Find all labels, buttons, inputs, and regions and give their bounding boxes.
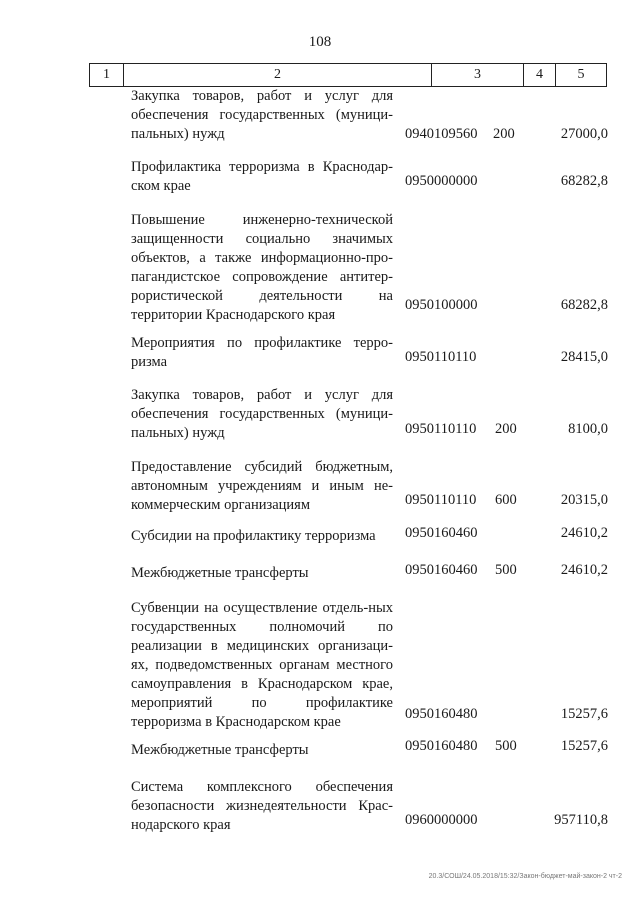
row-kvr: 500 <box>495 738 517 754</box>
row-sum: 957110,8 <box>554 812 608 828</box>
row-sum: 24610,2 <box>560 525 608 541</box>
header-col-4: 4 <box>523 64 555 86</box>
row-code: 0950110110 <box>405 421 477 437</box>
row-code: 0950100000 <box>405 297 478 313</box>
document-footer-stamp: 20.3/СОШ/24.05.2018/15:32/Закон-бюджет-май-закон-2 чт-2 <box>428 873 622 880</box>
row-sum: 24610,2 <box>560 562 608 578</box>
row-code: 0950110110 <box>405 349 477 365</box>
row-code: 0950160480 <box>405 738 478 754</box>
page-number: 108 <box>308 34 332 50</box>
row-sum: 27000,0 <box>560 126 608 142</box>
row-code: 0950000000 <box>405 173 478 189</box>
table-header <box>89 63 607 87</box>
row-description: Профилактика терроризма в Краснодар-ском крае <box>131 159 393 194</box>
row-sum: 68282,8 <box>560 173 608 189</box>
row-sum: 8100,0 <box>568 421 608 437</box>
row-sum: 68282,8 <box>560 297 608 313</box>
row-description: Межбюджетные трансферты <box>131 565 309 581</box>
row-sum: 28415,0 <box>560 349 608 365</box>
header-col-3: 3 <box>431 64 523 86</box>
row-description: Межбюджетные трансферты <box>131 742 309 758</box>
row-kvr: 200 <box>495 421 517 437</box>
row-kvr: 500 <box>495 562 517 578</box>
row-sum: 15257,6 <box>560 738 608 754</box>
header-col-5: 5 <box>555 64 606 86</box>
row-code: 0950160460 <box>405 562 478 578</box>
row-description: Повышение инженерно-технической защищенности социально значимых объектов, а также информационно-про-пагандистское сопровождение антитер-рористической деятельности на территории Краснодарского края <box>131 212 393 323</box>
row-code: 0950110110 <box>405 492 477 508</box>
row-description: Субсидии на профилактику терроризма <box>131 528 376 544</box>
row-sum: 15257,6 <box>560 706 608 722</box>
row-code: 0940109560 <box>405 126 478 142</box>
row-description: Субвенции на осуществление отдель-ных государственных полномочий по реализации в медицинских организаци-ях, подведомственных органам местного самоуправления в Краснодарском крае, мероприятий по профилактике терроризма в Краснодарском крае <box>131 600 393 730</box>
row-kvr: 600 <box>495 492 517 508</box>
row-code: 0960000000 <box>405 812 478 828</box>
row-description: Закупка товаров, работ и услуг для обеспечения государственных (муници-пальных) нужд <box>131 387 393 441</box>
row-code: 0950160480 <box>405 706 478 722</box>
header-col-2: 2 <box>123 64 431 86</box>
row-kvr: 200 <box>493 126 515 142</box>
header-col-1: 1 <box>103 67 110 82</box>
row-description: Закупка товаров, работ и услуг для обеспечения государственных (муници-пальных) нужд <box>131 88 393 142</box>
row-description: Система комплексного обеспечения безопасности жизнедеятельности Крас-нодарского края <box>131 779 393 833</box>
row-sum: 20315,0 <box>560 492 608 508</box>
row-description: Предоставление субсидий бюджетным, автономным учреждениям и иным не-коммерческим организациям <box>131 459 393 513</box>
row-description: Мероприятия по профилактике терро-ризма <box>131 335 393 370</box>
row-code: 0950160460 <box>405 525 478 541</box>
